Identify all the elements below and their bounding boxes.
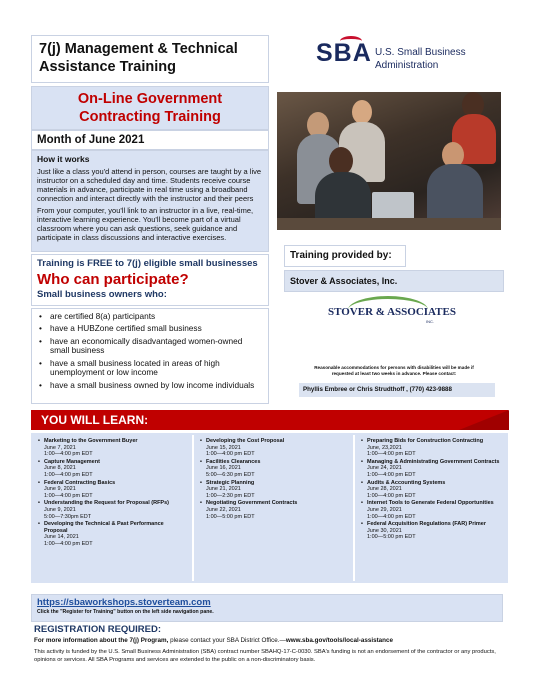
more-information-text bbox=[34, 637, 504, 644]
course-title: • Facilities Clearances bbox=[199, 459, 349, 466]
column-divider bbox=[192, 435, 194, 581]
free-training-text: Training is FREE to 7(j) eligible small businesses bbox=[37, 258, 258, 269]
program-title bbox=[31, 35, 269, 83]
more-info-bold: For more information about the 7(j) Program, bbox=[34, 637, 169, 644]
course-item bbox=[37, 521, 187, 547]
person-head bbox=[352, 100, 372, 124]
course-date: June 24, 2021 bbox=[367, 465, 402, 472]
registration-required-heading: REGISTRATION REQUIRED: bbox=[34, 624, 162, 635]
course-title: • Federal Acquisition Regulations (FAR) Primer bbox=[360, 521, 500, 528]
list-item: • have a HUBZone certified small business bbox=[37, 324, 263, 334]
course-date: June, 23,2021 bbox=[367, 444, 402, 451]
course-title: • Marketing to the Government Buyer bbox=[37, 438, 187, 445]
column-divider bbox=[353, 435, 355, 581]
list-item: • have a small business owned by low income individuals bbox=[37, 381, 263, 391]
course-date: June 16, 2021 bbox=[206, 465, 241, 472]
course-item bbox=[199, 438, 349, 458]
sba-agency-name bbox=[375, 46, 466, 72]
course-date: 1:00—5:00 pm EDT bbox=[367, 534, 416, 541]
course-item bbox=[199, 500, 349, 520]
banner-accent bbox=[459, 410, 509, 430]
course-title: • Federal Contracting Basics bbox=[37, 480, 187, 487]
course-date: 1:00—4:00 pm EDT bbox=[44, 492, 93, 499]
course-title: • Developing the Technical & Past Performance Proposal bbox=[37, 521, 187, 534]
course-date: 1:00—4:00 pm EDT bbox=[44, 451, 93, 458]
course-title: • Understanding the Request for Proposal (RFPs) bbox=[37, 500, 187, 507]
course-item bbox=[199, 459, 349, 479]
list-item: • have a small business located in areas of high unemployment or low income bbox=[37, 359, 263, 379]
course-title: • Internet Tools to Generate Federal Opportunities bbox=[360, 500, 500, 507]
course-date: 5:00—6:30 pm EDT bbox=[206, 471, 255, 478]
online-training-heading bbox=[31, 86, 269, 130]
course-date: 1:00—4:00 pm EDT bbox=[44, 540, 93, 547]
course-date: 1:00—4:00 pm EDT bbox=[44, 471, 93, 478]
course-item bbox=[360, 438, 500, 458]
course-date: June 7, 2021 bbox=[44, 444, 76, 451]
stover-logo-text: STOVER & ASSOCIATES bbox=[328, 306, 456, 318]
course-date: 1:00—4:00 pm EDT bbox=[367, 451, 416, 458]
registration-link-box bbox=[31, 594, 503, 622]
eligibility-list bbox=[37, 312, 263, 391]
course-title: • Strategic Planning bbox=[199, 480, 349, 487]
course-title: • Audits & Accounting Systems bbox=[360, 480, 500, 487]
course-item bbox=[37, 459, 187, 479]
training-provided-heading: Training provided by: bbox=[284, 245, 406, 267]
course-date: 1:00—4:00 pm EDT bbox=[367, 471, 416, 478]
course-date: 1:00—4:00 pm EDT bbox=[206, 451, 255, 458]
course-title: • Preparing Bids for Construction Contracting bbox=[360, 438, 500, 445]
course-date: June 21, 2021 bbox=[206, 486, 241, 493]
sba-local-assistance-link[interactable]: www.sba.gov/tools/local-assistance bbox=[285, 637, 394, 644]
you-will-learn-banner bbox=[31, 410, 508, 430]
how-it-works-section bbox=[31, 150, 269, 252]
course-date: June 28, 2021 bbox=[367, 486, 402, 493]
course-item bbox=[37, 500, 187, 520]
training-photo bbox=[277, 92, 501, 230]
course-date: June 22, 2021 bbox=[206, 506, 241, 513]
sba-name-line-2: Administration bbox=[375, 60, 439, 71]
more-info-rest: please contact your SBA District Office.— bbox=[168, 637, 286, 644]
person-body bbox=[427, 164, 483, 224]
title-line-1: 7(j) Management & Technical bbox=[39, 41, 238, 57]
courses-section bbox=[31, 433, 508, 583]
course-date: June 8, 2021 bbox=[44, 465, 76, 472]
course-item bbox=[360, 459, 500, 479]
banner-text: YOU WILL LEARN: bbox=[41, 413, 149, 427]
course-column-1 bbox=[37, 438, 187, 549]
list-item: • have an economically disadvantaged women-owned small business bbox=[37, 337, 263, 357]
who-can-participate-heading: Who can participate? bbox=[37, 271, 189, 288]
course-item bbox=[199, 480, 349, 500]
course-date: 1:00—5:00 pm EDT bbox=[206, 513, 255, 520]
sba-logo-arc bbox=[340, 36, 362, 46]
contact-info: Phyllis Embree or Chris Strudthoff , (770) 423-9888 bbox=[299, 383, 495, 397]
course-date: June 30, 2021 bbox=[367, 527, 402, 534]
course-item bbox=[37, 438, 187, 458]
course-date: 1:00—2:30 pm EDT bbox=[206, 492, 255, 499]
course-item bbox=[360, 500, 500, 520]
course-item bbox=[37, 480, 187, 500]
course-date: June 9, 2021 bbox=[44, 486, 76, 493]
course-title: • Capture Management bbox=[37, 459, 187, 466]
accommodations-note: Reasonable accommodations for persons with disabilities will be made if requested at least two weeks in advance. Please contact: bbox=[314, 365, 474, 376]
course-title: • Developing the Cost Proposal bbox=[199, 438, 349, 445]
course-title: • Managing & Administrating Government Contracts bbox=[360, 459, 500, 466]
how-it-works-paragraph-2: From your computer, you'll link to an instructor in a live, real-time, interactive learning experience. You'll become part of a virtual classroom where you can ask questions, seek guidance and participate in class discussions and interactive exercises. bbox=[37, 206, 254, 242]
course-item bbox=[360, 521, 500, 541]
stover-logo-inc: INC. bbox=[426, 319, 434, 324]
list-item: • are certified 8(a) participants bbox=[37, 312, 263, 322]
registration-link[interactable]: https://sbaworkshops.stoverteam.com bbox=[37, 597, 211, 608]
sba-name-line-1: U.S. Small Business bbox=[375, 47, 466, 58]
funding-disclaimer: This activity is funded by the U.S. Small Business Administration (SBA) contract number SBAHQ-17-C-0030. SBA's funding is not an endorsement of the contractor or any products, opinions or services. All SBA Programs and services are extended to the public on a non-discriminatory basis. bbox=[34, 649, 496, 663]
course-column-3 bbox=[360, 438, 500, 542]
course-column-2 bbox=[199, 438, 349, 521]
course-date: 1:00—4:00 pm EDT bbox=[367, 513, 416, 520]
online-line-1: On-Line Government bbox=[77, 91, 223, 107]
course-date: June 15, 2021 bbox=[206, 444, 241, 451]
course-date: 5:00—7:30pm EDT bbox=[44, 513, 92, 520]
provider-name: Stover & Associates, Inc. bbox=[284, 270, 504, 292]
course-date: 1:00—4:00 pm EDT bbox=[367, 492, 416, 499]
course-item bbox=[360, 480, 500, 500]
registration-link-note: Click the "Register for Training" button on the left side navigation pane. bbox=[37, 609, 214, 615]
online-line-2: Contracting Training bbox=[79, 109, 221, 125]
course-date: June 29, 2021 bbox=[367, 506, 402, 513]
sba-logo bbox=[316, 39, 372, 73]
person-head bbox=[329, 147, 353, 175]
course-date: June 9, 2021 bbox=[44, 506, 76, 513]
stover-logo bbox=[326, 292, 456, 332]
table bbox=[277, 218, 501, 230]
sba-logo-mark: SBA bbox=[316, 39, 372, 67]
title-line-2: Assistance Training bbox=[39, 59, 176, 75]
course-date: June 14, 2021 bbox=[44, 534, 79, 541]
eligibility-list-box bbox=[31, 308, 269, 404]
how-it-works-paragraph-1: Just like a class you'd attend in person, courses are taught by a live instructor on a scheduled day and time. Students receive course materials in advance, participate in real time using a broadband connection and interact directly with the instructor and their peers bbox=[37, 167, 262, 203]
owners-subheading: Small business owners who: bbox=[37, 289, 167, 300]
month-heading: Month of June 2021 bbox=[31, 130, 269, 150]
eligibility-heading-box bbox=[31, 254, 269, 306]
how-it-works-heading: How it works bbox=[37, 154, 90, 164]
course-title: • Negotiating Government Contracts bbox=[199, 500, 349, 507]
